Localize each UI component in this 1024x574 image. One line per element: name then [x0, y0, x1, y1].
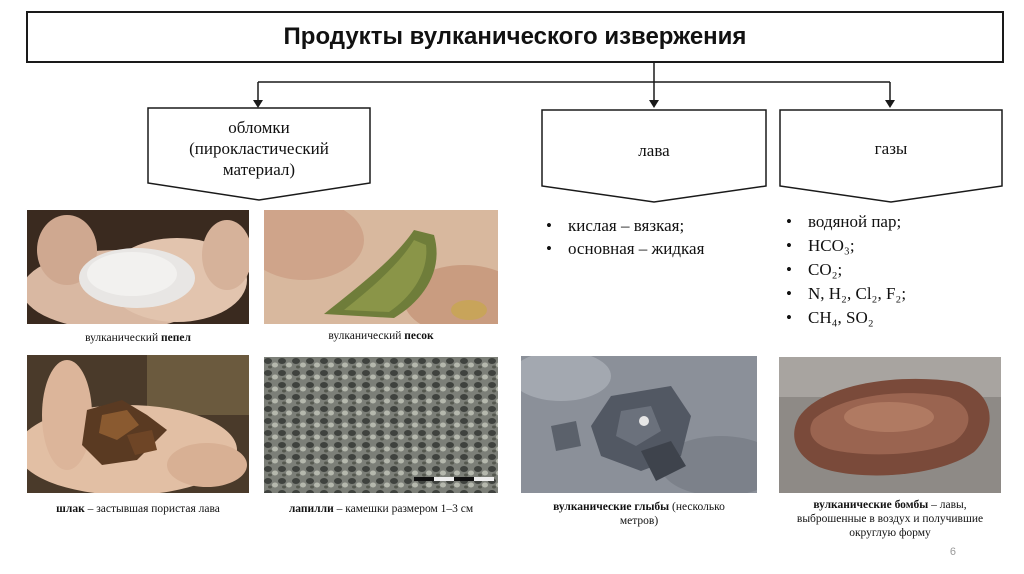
fragments-label-line3: материал) [222, 159, 296, 179]
sand-caption: вулканический песок [328, 330, 434, 342]
gases-label: газы [874, 138, 908, 158]
lava-label: лава [638, 140, 670, 160]
arrowhead-fragments [253, 100, 263, 108]
gas-item: • N, H₂, Cl₂, F₂; [786, 284, 907, 303]
gas-item: • водяной пар; [786, 212, 902, 231]
lava-item: • основная – жидкая [546, 239, 705, 258]
gas-item: • CO₂; [786, 260, 843, 279]
slag-caption: шлак – застывшая пористая лава [56, 503, 220, 515]
page-number: 6 [949, 546, 956, 558]
slag-photo [27, 355, 249, 493]
diagram-title: Продукты вулканического извержения [26, 11, 1004, 63]
fragments-label-line2: (пирокластический [189, 138, 329, 158]
fragments-label [150, 114, 368, 182]
arrowhead-lava [649, 100, 659, 108]
ash-caption: вулканический пепел [85, 332, 191, 344]
arrowhead-gases [885, 100, 895, 108]
gas-list [786, 210, 906, 330]
bomb-photo [779, 357, 1001, 493]
lava-list [546, 214, 704, 260]
gas-item: • CH₄, SO₂ [786, 308, 874, 327]
blocks-photo [521, 356, 757, 493]
ash-photo [27, 210, 249, 324]
bombs-caption: вулканические бомбы – лавы, выброшенные в воздух и получившие округлую форму [796, 499, 984, 539]
blocks-caption: вулканические глыбы (несколько метров) [553, 501, 725, 527]
lapilli-photo [264, 357, 498, 493]
lapilli-caption: лапилли – камешки размером 1–3 см [288, 503, 474, 515]
lava-item: • кислая – вязкая; [546, 216, 685, 235]
sand-photo [264, 210, 498, 324]
fragments-label-line1: обломки [228, 117, 290, 137]
gas-item: • HCO₃; [786, 236, 855, 255]
